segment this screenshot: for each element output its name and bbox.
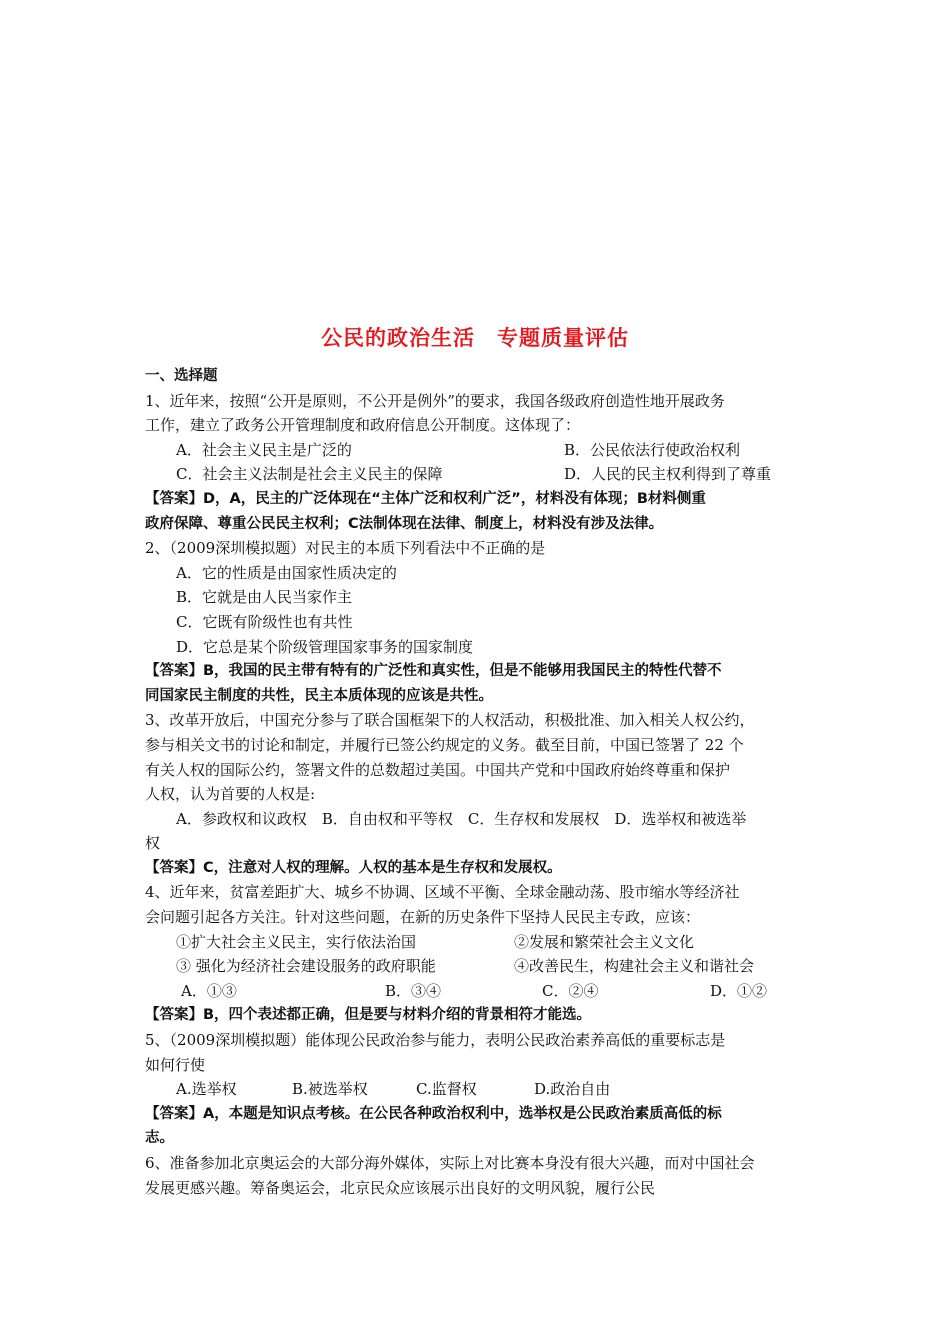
- q4-statements-row2: [145, 954, 813, 979]
- q3-stem-line1: 3、改革开放后，中国充分参与了联合国框架下的人权活动，积极批准、加入相关人权公约，: [145, 711, 755, 730]
- q3-stem-line2: 参与相关文书的讨论和制定，并履行已签公约规定的义务。截至目前，中国已签署了 22 个: [145, 735, 744, 754]
- q4-statement-4: ④改善民生，构建社会主义和谐社会: [514, 957, 755, 976]
- q4-option-c: C．②④: [542, 981, 599, 1000]
- q5-stem-line2: 如何行使: [145, 1055, 206, 1074]
- q4-stem-line2: 会问题引起各方关注。针对这些问题，在新的历史条件下坚持人民民主专政，应该：: [145, 908, 701, 927]
- q1-option-a: A．社会主义民主是广泛的: [176, 440, 352, 459]
- q6-stem-line2: 发展更感兴趣。筹备奥运会，北京民众应该展示出良好的文明风貌，履行公民: [145, 1178, 656, 1197]
- q4-stem-line1: 4、近年来，贫富差距扩大、城乡不协调、区域不平衡、全球金融动荡、股市缩水等经济社: [145, 883, 740, 902]
- q2-answer-line1: 【答案】B，我国的民主带有特有的广泛性和真实性，但是不能够用我国民主的特性代替不: [145, 663, 722, 680]
- q1-answer-line2: 政府保障、尊重公民民主权利；C法制体现在法律、制度上，材料没有涉及法律。: [145, 515, 664, 532]
- q5-options-row: [145, 1077, 813, 1102]
- q2-stem: 2、（2009深圳模拟题）对民主的本质下列看法中不正确的是: [145, 539, 546, 558]
- q1-options-row2: [145, 462, 813, 487]
- q4-option-d: D．①②: [710, 981, 768, 1000]
- page-title: 公民的政治生活 专题质量评估: [321, 326, 629, 350]
- q1-stem-line2: 工作，建立了政务公开管理制度和政府信息公开制度。这体现了：: [145, 416, 581, 435]
- document-body: [145, 364, 813, 1200]
- q2-option-b: B．它就是由人民当家作主: [176, 588, 353, 607]
- q5-option-d: D.政治自由: [534, 1080, 611, 1099]
- q5-answer-line2: 志。: [145, 1130, 174, 1147]
- q1-option-b: B．公民依法行使政治权利: [564, 440, 741, 459]
- q4-option-b: B．③④: [385, 981, 442, 1000]
- q3-stem-line3: 有关人权的国际公约，签署文件的总数超过美国。中国共产党和中国政府始终尊重和保护: [145, 760, 731, 779]
- q5-answer-line1: 【答案】A，本题是知识点考核。在公民各种政治权利中，选举权是公民政治素质高低的标: [145, 1105, 722, 1122]
- q4-options-row: [145, 979, 813, 1004]
- q1-option-d: D．人民的民主权利得到了尊重: [564, 465, 772, 484]
- q5-option-b: B.被选举权: [292, 1080, 368, 1099]
- q3-options-line1: A．参政权和议政权 B．自由权和平等权 C．生存权和发展权 D．选举权和被选举: [176, 809, 747, 828]
- q4-option-a: A．①③: [181, 981, 237, 1000]
- q1-stem-line1: 1、近年来，按照“公开是原则，不公开是例外”的要求，我国各级政府创造性地开展政务: [145, 391, 725, 410]
- q3-answer: 【答案】C，注意对人权的理解。人权的基本是生存权和发展权。: [145, 859, 562, 876]
- section-heading: 一、选择题: [145, 368, 218, 384]
- q4-statements-row1: [145, 930, 813, 955]
- q4-statement-2: ②发展和繁荣社会主义文化: [514, 932, 695, 951]
- q1-option-c: C．社会主义法制是社会主义民主的保障: [176, 465, 443, 484]
- q2-option-c: C．它既有阶级性也有共性: [176, 612, 353, 631]
- q3-options-line2: 权: [145, 834, 161, 853]
- q6-stem-line1: 6、准备参加北京奥运会的大部分海外媒体，实际上对比赛本身没有很大兴趣，而对中国社会: [145, 1154, 755, 1172]
- q2-option-d: D．它总是某个阶级管理国家事务的国家制度: [176, 637, 474, 656]
- q1-answer-line1: 【答案】D，A，民主的广泛体现在“主体广泛和权利广泛”，材料没有体现；B材料侧重: [145, 490, 706, 507]
- q2-option-a: A．它的性质是由国家性质决定的: [176, 563, 397, 582]
- q4-answer: 【答案】B，四个表述都正确，但是要与材料介绍的背景相符才能选。: [145, 1007, 592, 1024]
- q4-statement-1: ①扩大社会主义民主，实行依法治国: [176, 932, 417, 951]
- q3-stem-line4: 人权，认为首要的人权是:: [145, 785, 316, 804]
- q5-option-c: C.监督权: [416, 1080, 477, 1099]
- q5-option-a: A.选举权: [176, 1080, 237, 1099]
- q4-statement-3: ③ 强化为经济社会建设服务的政府职能: [176, 957, 436, 976]
- q5-stem-line1: 5、（2009深圳模拟题）能体现公民政治参与能力，表明公民政治素养高低的重要标志是: [145, 1031, 726, 1050]
- q2-answer-line2: 同国家民主制度的共性，民主本质体现的应该是共性。: [145, 687, 493, 704]
- q1-options-row1: [145, 438, 813, 463]
